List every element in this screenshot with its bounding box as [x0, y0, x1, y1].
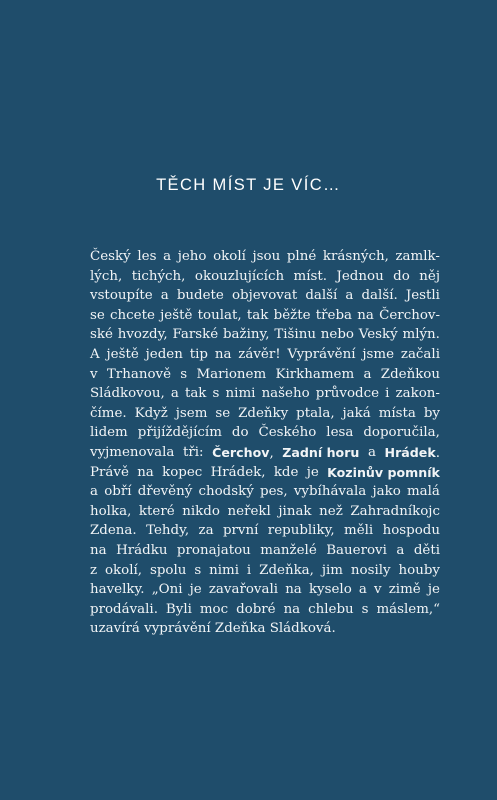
- word: s: [212, 386, 220, 402]
- word: Když: [134, 405, 168, 421]
- word: i: [385, 386, 390, 402]
- word: lých,: [90, 268, 123, 284]
- word: jinak: [278, 503, 312, 519]
- word: les: [137, 249, 157, 264]
- word: na: [90, 542, 107, 558]
- bold-place-name: [385, 443, 440, 463]
- word: tři:: [182, 444, 204, 460]
- word: Tišinu: [274, 327, 316, 343]
- word: vyjmenovala: [90, 444, 175, 460]
- text-line: [90, 463, 440, 483]
- word: houby: [398, 562, 440, 578]
- word: Českého: [258, 425, 317, 441]
- word: které: [138, 503, 175, 519]
- word: a: [358, 582, 367, 598]
- word: Farské: [172, 327, 219, 343]
- word: a: [170, 386, 179, 402]
- word: nebo: [320, 327, 354, 343]
- word: přijíždějícím: [137, 425, 222, 441]
- word: je: [427, 582, 440, 598]
- word: lidem: [90, 425, 128, 441]
- word: tip: [189, 346, 208, 362]
- text-line: [90, 325, 440, 345]
- word: a: [396, 542, 405, 558]
- word: moc: [199, 601, 229, 617]
- word: budete: [176, 288, 224, 304]
- word: spolu: [149, 562, 187, 578]
- word: ptala,: [296, 405, 335, 421]
- text-line: [90, 580, 440, 600]
- word: Trhanově: [106, 366, 171, 382]
- word: Byli: [165, 601, 192, 617]
- word: Čerchov-: [379, 307, 440, 323]
- bold-text: Zadní horu: [282, 444, 360, 460]
- word: Zdeňkou: [380, 366, 440, 382]
- word: první: [222, 523, 259, 539]
- word: měli: [344, 523, 374, 539]
- word: by: [423, 405, 440, 421]
- word: havelky.: [90, 582, 145, 598]
- word: „Oni: [151, 582, 183, 598]
- bold-text: Hrádek: [384, 444, 436, 460]
- word: chodský: [198, 484, 254, 500]
- word: děti: [413, 542, 440, 558]
- word: místa: [378, 405, 416, 421]
- word: Sládkovou,: [90, 386, 165, 402]
- bold-text: Kozinův pomník: [327, 464, 440, 480]
- word: nikdo: [182, 503, 220, 519]
- word: běžte: [273, 307, 311, 323]
- text-line: [90, 482, 440, 502]
- word: za: [198, 523, 214, 539]
- word: chcete: [110, 307, 155, 323]
- text-line: [90, 619, 440, 639]
- word: okolí: [213, 249, 246, 264]
- word: doporučila,: [363, 425, 440, 441]
- word: je: [306, 464, 319, 480]
- bold-place-name: [212, 443, 274, 463]
- word: kyselo: [308, 582, 352, 598]
- word: než: [319, 503, 343, 519]
- word: Český: [90, 249, 131, 264]
- word: bažiny,: [222, 327, 270, 343]
- word: do: [231, 425, 249, 441]
- text-line: [90, 247, 440, 267]
- word: A: [90, 346, 100, 362]
- word: jaká: [342, 405, 371, 421]
- word: Veský: [358, 327, 398, 343]
- word: na: [214, 346, 232, 362]
- word: manželé: [260, 542, 317, 558]
- word: a: [345, 288, 354, 304]
- word: na: [357, 307, 374, 323]
- word: Zdeňka,: [259, 562, 314, 578]
- word: a: [363, 366, 372, 382]
- word: se: [90, 307, 105, 323]
- text-line: [90, 306, 440, 326]
- word: Zdeňka: [214, 621, 266, 637]
- word: malá: [406, 484, 440, 500]
- text-line: [90, 286, 440, 306]
- word: zakon-: [395, 386, 440, 402]
- word: kde: [273, 464, 299, 480]
- text-line: [90, 443, 440, 463]
- word: pronajatou: [176, 542, 251, 558]
- bold-place-name: [327, 463, 440, 483]
- word: další.: [361, 288, 398, 304]
- word: zamlk-: [395, 249, 440, 264]
- word: tak: [246, 307, 269, 323]
- word: z: [90, 562, 98, 578]
- word: jsou: [252, 249, 281, 264]
- word: dobré: [236, 601, 276, 617]
- word: zimě: [388, 582, 421, 598]
- word: kopec: [162, 464, 203, 480]
- word: obří: [104, 484, 132, 500]
- word: nosily: [350, 562, 391, 578]
- word: a: [367, 444, 376, 460]
- word: s: [180, 366, 188, 382]
- word: ské: [90, 327, 113, 343]
- word: Kirkhamem: [275, 366, 355, 382]
- word: hvozdy,: [117, 327, 168, 343]
- text-line: [90, 541, 440, 561]
- text-line: [90, 365, 440, 385]
- word: začali: [400, 346, 440, 362]
- word: uzavírá: [90, 621, 140, 637]
- word: s: [361, 601, 369, 617]
- word: vstoupíte: [90, 288, 153, 304]
- body-paragraph: [90, 247, 440, 639]
- word: ještě: [160, 307, 193, 323]
- bold-place-name: [282, 443, 359, 463]
- text-line: [90, 502, 440, 522]
- word: Marionem: [196, 366, 267, 382]
- word: tichých,: [131, 268, 186, 284]
- word: průvodce: [315, 386, 380, 402]
- word: Vyprávění: [287, 346, 356, 362]
- word: Zdena.: [90, 523, 137, 539]
- word: jim: [321, 562, 343, 578]
- word: něj: [419, 268, 440, 284]
- word: Tehdy,: [146, 523, 190, 539]
- word: třeba: [315, 307, 353, 323]
- word: neřekl: [227, 503, 271, 519]
- word: nimi: [225, 386, 256, 402]
- word: Hrádku: [116, 542, 168, 558]
- word: prodávali.: [90, 601, 158, 617]
- text-line: [90, 561, 440, 581]
- word: Zdeňky: [238, 405, 289, 421]
- word: zavařovali: [208, 582, 279, 598]
- word: a: [90, 484, 98, 500]
- bold-text: Čerchov: [212, 444, 270, 460]
- word: se: [215, 405, 231, 421]
- word: vybíhávala: [293, 484, 367, 500]
- word: nimi: [209, 562, 239, 578]
- word: máslem,“: [376, 601, 440, 617]
- word: holka,: [90, 503, 132, 519]
- word: ještě: [106, 346, 139, 362]
- word: toulat,: [197, 307, 242, 323]
- word: lesa: [326, 425, 354, 441]
- word: plné: [286, 249, 317, 264]
- word: a: [160, 288, 169, 304]
- chapter-heading: TĚCH MÍST JE VÍC…: [156, 176, 341, 194]
- word: Bauerovi: [326, 542, 387, 558]
- punctuation: .: [435, 445, 440, 461]
- word: jsme: [362, 346, 395, 362]
- text-line: [90, 600, 440, 620]
- word: Zahradníkojc: [350, 503, 440, 519]
- word: s: [194, 562, 202, 578]
- word: na: [283, 601, 301, 617]
- word: Právě: [90, 464, 129, 480]
- word: jako: [372, 484, 401, 500]
- word: Jestli: [405, 288, 440, 304]
- word: je: [189, 582, 202, 598]
- text-line: [90, 521, 440, 541]
- word: Jednou: [336, 268, 384, 284]
- text-line: [90, 345, 440, 365]
- word: další: [305, 288, 338, 304]
- word: hospodu: [382, 523, 440, 539]
- word: mlýn.: [402, 327, 440, 343]
- word: v: [90, 366, 98, 382]
- word: pes,: [260, 484, 288, 500]
- word: republiky,: [267, 523, 335, 539]
- word: okolí,: [104, 562, 143, 578]
- word: dřevěný: [137, 484, 193, 500]
- word: v: [374, 582, 382, 598]
- word: na: [285, 582, 302, 598]
- word: i: [246, 562, 252, 578]
- punctuation: ,: [269, 445, 274, 461]
- word: krásných,: [322, 249, 389, 264]
- word: číme.: [90, 405, 127, 421]
- word: jeden: [145, 346, 183, 362]
- word: jeho: [177, 249, 207, 264]
- word: Sládková.: [269, 621, 336, 637]
- word: vyprávění: [144, 621, 211, 637]
- word: jsem: [175, 405, 208, 421]
- word: okouzlujících: [194, 268, 285, 284]
- word: Hrádek,: [210, 464, 266, 480]
- word: tak: [184, 386, 207, 402]
- word: do: [393, 268, 410, 284]
- word: chlebu: [308, 601, 354, 617]
- text-line: [90, 267, 440, 287]
- text-line: [90, 384, 440, 404]
- word: objevovat: [231, 288, 298, 304]
- word: míst.: [293, 268, 328, 284]
- word: závěr!: [238, 346, 281, 362]
- text-line: [90, 404, 440, 424]
- word: a: [163, 249, 172, 264]
- text-line: [90, 423, 440, 443]
- word: našeho: [261, 386, 310, 402]
- word: na: [137, 464, 154, 480]
